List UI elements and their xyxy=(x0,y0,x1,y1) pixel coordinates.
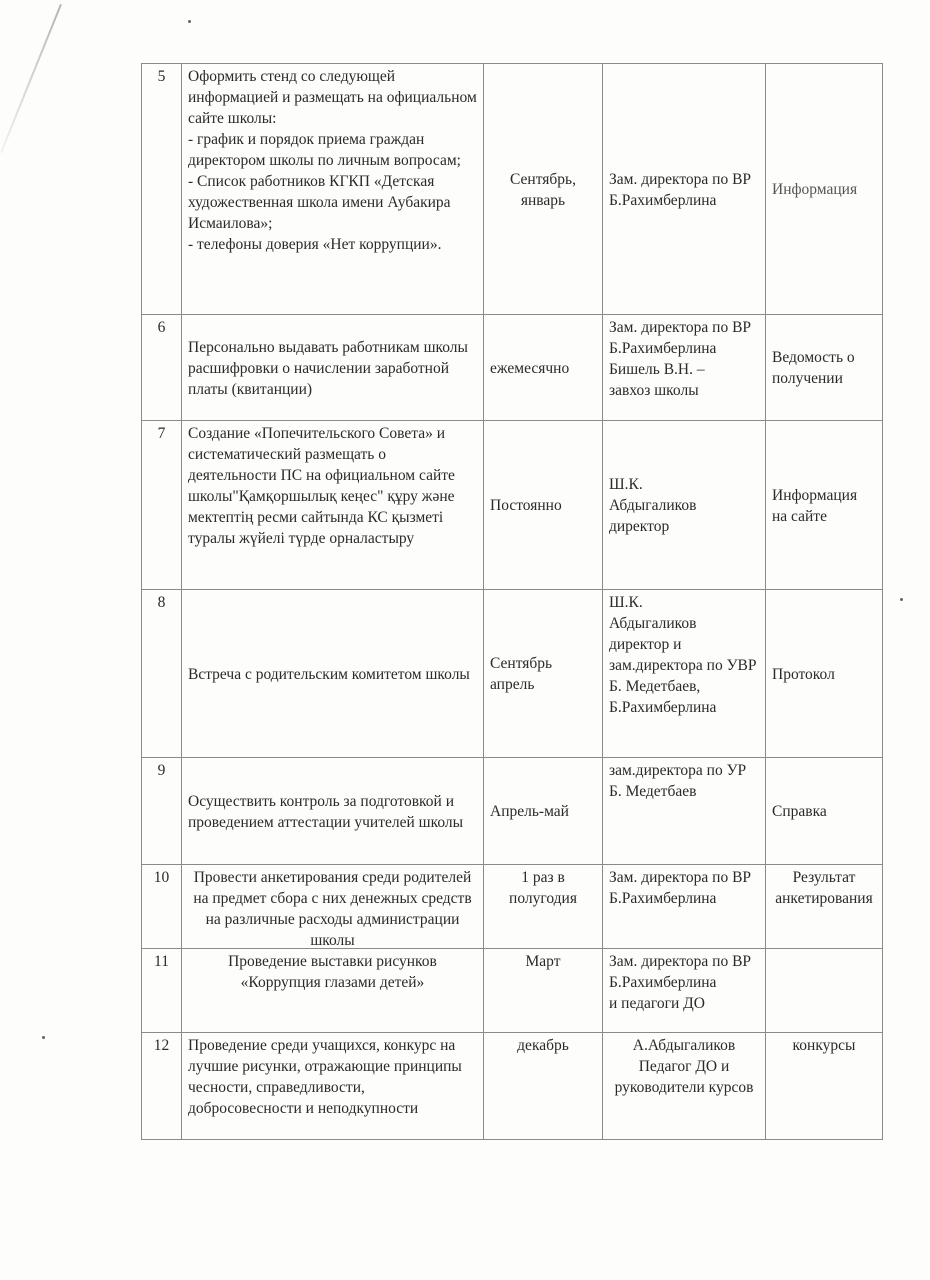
responsible-cell xyxy=(602,421,765,590)
responsible-cell: Ш.К. Абдыгаликов директор и зам.директора по УВР Б. Медетбаев, Б.Рахимберлина xyxy=(602,590,765,758)
term-text: Сентябрь, январь xyxy=(510,170,576,209)
activity-cell xyxy=(181,315,483,421)
activity-cell: Проведение среди учащихся, конкурс на лучшие рисунки, отражающие принципы чесности, справедливости, добросовесности и неподкупности xyxy=(181,1033,483,1140)
scan-artifact-line xyxy=(0,4,62,153)
responsible-cell: А.Абдыгаликов Педагог ДО и руководители курсов xyxy=(602,1033,765,1140)
responsible-cell: Зам. директора по ВР Б.Рахимберлина и педагоги ДО xyxy=(602,949,765,1033)
term-cell xyxy=(483,758,602,865)
result-cell xyxy=(765,590,883,758)
scan-speck xyxy=(188,20,191,23)
result-text: Информация xyxy=(772,181,858,198)
term-text: Постоянно xyxy=(490,497,562,514)
row-number: 5 xyxy=(141,64,181,315)
activity-cell xyxy=(181,590,483,758)
result-cell xyxy=(765,421,883,590)
activity-cell: Оформить стенд со следующей информацией и размещать на официальном сайте школы: - график и порядок приема граждан директором школы по личным вопросам; - Список работников КГКП «Детская художественная школа имени Аубакира Исмаилова»; - телефоны доверия «Нет коррупции». xyxy=(181,64,483,315)
term-text: Апрель-май xyxy=(490,803,569,820)
term-cell: Март xyxy=(483,949,602,1033)
row-number: 12 xyxy=(141,1033,181,1140)
term-cell xyxy=(483,421,602,590)
responsible-text: Зам. директора по ВР Б.Рахимберлина xyxy=(609,170,752,209)
activity-cell: Проведение выставки рисунков «Коррупция глазами детей» xyxy=(181,949,483,1033)
row-number: 10 xyxy=(141,865,181,949)
activity-cell xyxy=(181,758,483,865)
result-text: Протокол xyxy=(772,665,835,683)
table-row xyxy=(141,63,883,315)
row-number: 8 xyxy=(141,590,181,758)
result-text: Информация на сайте xyxy=(772,486,858,525)
result-cell xyxy=(765,758,883,865)
table-row xyxy=(141,864,883,949)
activity-text: Персонально выдавать работникам школы расшифровки о начислении заработной платы (квитанции) xyxy=(188,338,468,398)
responsible-cell: Зам. директора по ВР Б.Рахимберлина xyxy=(602,865,765,949)
table-row xyxy=(141,948,883,1033)
result-cell xyxy=(765,315,883,421)
table-row xyxy=(141,589,883,758)
term-cell xyxy=(483,64,602,315)
responsible-cell: Зам. директора по ВР Б.Рахимберлина Бишель В.Н. – завхоз школы xyxy=(602,315,765,421)
term-cell: декабрь xyxy=(483,1033,602,1140)
activity-text: Осуществить контроль за подготовкой и проведением аттестации учителей школы xyxy=(188,792,464,831)
term-cell xyxy=(483,315,602,421)
responsible-cell xyxy=(602,64,765,315)
term-cell xyxy=(483,590,602,758)
row-number: 7 xyxy=(141,421,181,590)
scan-speck xyxy=(42,1036,45,1039)
table-bottom-border xyxy=(141,1139,883,1140)
term-cell: 1 раз в полугодия xyxy=(483,865,602,949)
responsible-text: Ш.К. Абдыгаликов директор xyxy=(609,476,697,535)
table-row xyxy=(141,757,883,865)
row-number: 11 xyxy=(141,949,181,1033)
activity-text: Встреча с родительским комитетом школы xyxy=(188,665,470,683)
term-text: Сентябрь апрель xyxy=(490,655,553,693)
result-cell: конкурсы xyxy=(765,1033,883,1140)
result-text: Справка xyxy=(772,803,827,820)
row-number: 9 xyxy=(141,758,181,865)
result-cell xyxy=(765,64,883,315)
term-text: ежемесячно xyxy=(490,359,570,377)
result-cell xyxy=(765,949,883,1033)
result-cell: Результат анкетирования xyxy=(765,865,883,949)
responsible-cell: зам.директора по УР Б. Медетбаев xyxy=(602,758,765,865)
activity-cell: Провести анкетирования среди родителей на предмет сбора с них денежных средств на различные расходы администрации школы xyxy=(181,865,483,949)
activity-cell: Создание «Попечительского Совета» и систематический размещать о деятельности ПС на официальном сайте школы"Қамқоршылық кеңес" құру және мектептің ресми сайтында КС қызметі туралы жүйелі түрде орналастыру xyxy=(181,421,483,590)
result-text: Ведомость о получении xyxy=(772,349,855,387)
table-row xyxy=(141,420,883,590)
table-row xyxy=(141,314,883,421)
scan-speck xyxy=(900,598,903,601)
row-number: 6 xyxy=(141,315,181,421)
table-row xyxy=(141,1032,883,1140)
